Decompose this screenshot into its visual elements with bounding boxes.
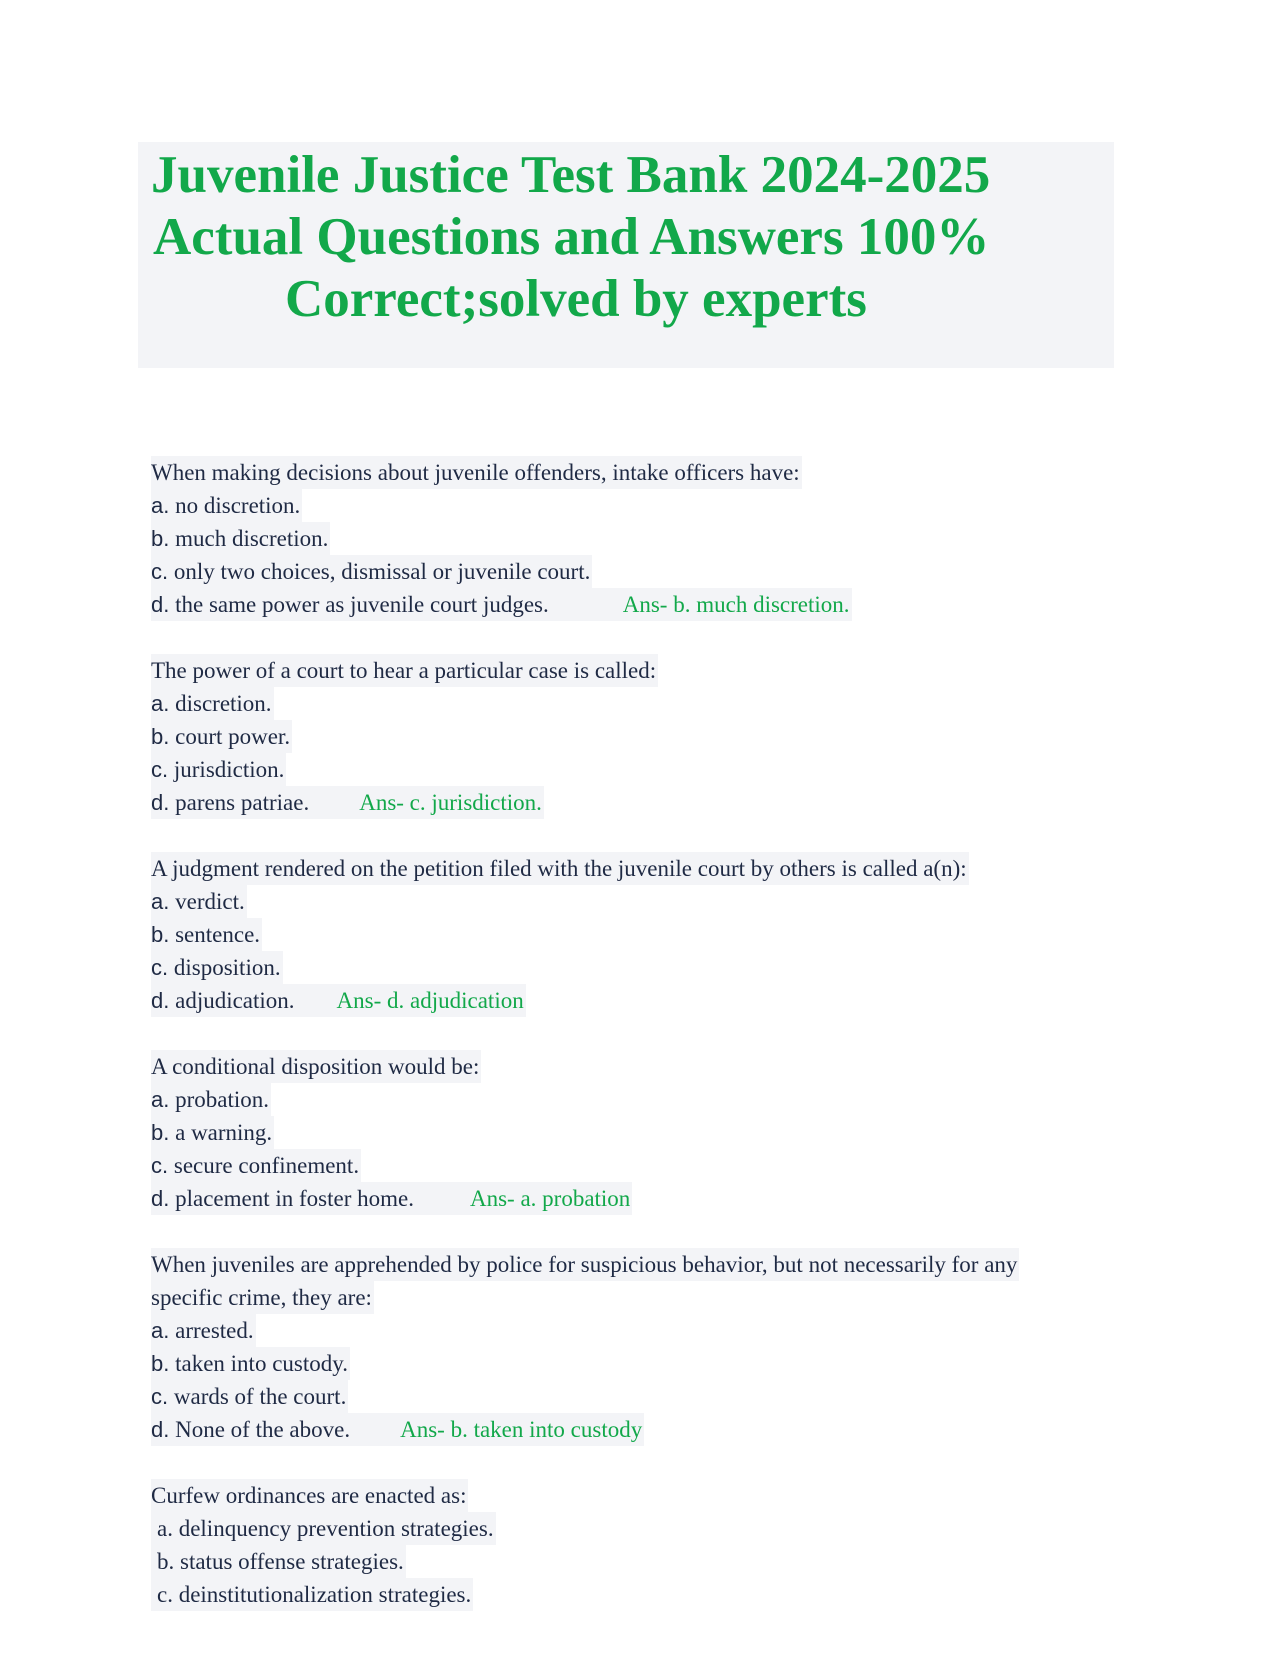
option-letter: d.	[151, 1186, 170, 1211]
option-letter: a.	[151, 1087, 170, 1112]
question-item	[151, 1248, 1151, 1446]
option-text: disposition.	[168, 955, 281, 980]
option-d	[151, 588, 852, 621]
option-letter: b.	[151, 724, 170, 749]
option-a	[151, 1314, 256, 1347]
option-letter: a.	[151, 691, 170, 716]
question-stem: Curfew ordinances are enacted as:	[151, 1479, 468, 1512]
option-b	[151, 1116, 274, 1149]
option-letter: c.	[151, 1153, 169, 1178]
option-text: court power.	[169, 724, 291, 749]
option-letter: b.	[151, 1120, 170, 1145]
option-letter: b.	[151, 1351, 170, 1376]
option-a	[151, 1083, 271, 1116]
option-b	[151, 918, 262, 951]
option-d	[151, 786, 544, 819]
question-stem: A judgment rendered on the petition filed with the juvenile court by others is called a(n):	[151, 852, 969, 885]
option-text: probation.	[169, 1087, 270, 1112]
option-text: discretion.	[169, 691, 272, 716]
option-c	[151, 951, 283, 984]
option-a	[151, 885, 247, 918]
option-text: a warning.	[169, 1120, 273, 1145]
document-title-line-3: Correct;solved by experts	[285, 270, 867, 328]
question-stem: A conditional disposition would be:	[151, 1050, 481, 1083]
question-item	[151, 1479, 1151, 1611]
option-c	[151, 1149, 361, 1182]
option-text: None of the above.	[169, 1417, 351, 1442]
option-letter: c.	[151, 757, 169, 782]
answer-key: Ans- a. probation	[469, 1186, 631, 1211]
option-text: placement in foster home.	[169, 1186, 414, 1211]
option-text: secure confinement.	[168, 1153, 360, 1178]
option-letter: d.	[151, 592, 170, 617]
option-c	[151, 753, 286, 786]
answer-key: Ans- b. taken into custody	[400, 1417, 643, 1442]
question-list	[151, 456, 1151, 1644]
option-a: a. delinquency prevention strategies.	[151, 1512, 496, 1545]
question-stem: When juveniles are apprehended by police for suspicious behavior, but not necessarily for any	[151, 1248, 1019, 1281]
document-title-line-2: Actual Questions and Answers 100%	[153, 208, 990, 266]
option-letter: d.	[151, 790, 170, 815]
option-text: no discretion.	[169, 493, 301, 518]
question-stem: specific crime, they are:	[151, 1281, 374, 1314]
option-text: the same power as juvenile court judges.	[169, 592, 549, 617]
option-d	[151, 1182, 632, 1215]
option-c: c. deinstitutionalization strategies.	[151, 1578, 473, 1611]
option-b	[151, 1347, 350, 1380]
option-letter: b.	[151, 922, 170, 947]
question-stem: When making decisions about juvenile offenders, intake officers have:	[151, 456, 802, 489]
option-letter: d.	[151, 1417, 170, 1442]
option-text: parens patriae.	[169, 790, 310, 815]
option-letter: a.	[151, 493, 170, 518]
question-item	[151, 1050, 1151, 1215]
option-letter: a.	[151, 1318, 170, 1343]
question-stem: The power of a court to hear a particular case is called:	[151, 654, 658, 687]
question-item	[151, 654, 1151, 819]
option-letter: c.	[151, 1384, 169, 1409]
option-letter: c.	[151, 955, 169, 980]
option-text: wards of the court.	[168, 1384, 347, 1409]
option-b: b. status offense strategies.	[151, 1545, 406, 1578]
option-a	[151, 687, 274, 720]
answer-key: Ans- d. adjudication	[336, 988, 524, 1013]
option-text: only two choices, dismissal or juvenile court.	[168, 559, 591, 584]
answer-key: Ans- c. jurisdiction.	[359, 790, 542, 815]
option-text: taken into custody.	[169, 1351, 349, 1376]
document-title-line-1: Juvenile Justice Test Bank 2024-2025	[151, 146, 991, 204]
option-letter: a.	[151, 889, 170, 914]
question-item	[151, 456, 1151, 621]
option-a	[151, 489, 302, 522]
option-b	[151, 720, 292, 753]
option-letter: d.	[151, 988, 170, 1013]
option-c	[151, 555, 592, 588]
title-banner	[138, 142, 1114, 368]
answer-key: Ans- b. much discretion.	[622, 592, 850, 617]
option-text: arrested.	[169, 1318, 254, 1343]
option-b	[151, 522, 330, 555]
option-c	[151, 1380, 348, 1413]
option-d	[151, 984, 526, 1017]
option-text: jurisdiction.	[168, 757, 285, 782]
option-d	[151, 1413, 644, 1446]
option-letter: b.	[151, 526, 170, 551]
option-text: verdict.	[169, 889, 245, 914]
option-text: much discretion.	[169, 526, 329, 551]
option-letter: c.	[151, 559, 169, 584]
option-text: adjudication.	[169, 988, 295, 1013]
question-item	[151, 852, 1151, 1017]
option-text: sentence.	[169, 922, 261, 947]
